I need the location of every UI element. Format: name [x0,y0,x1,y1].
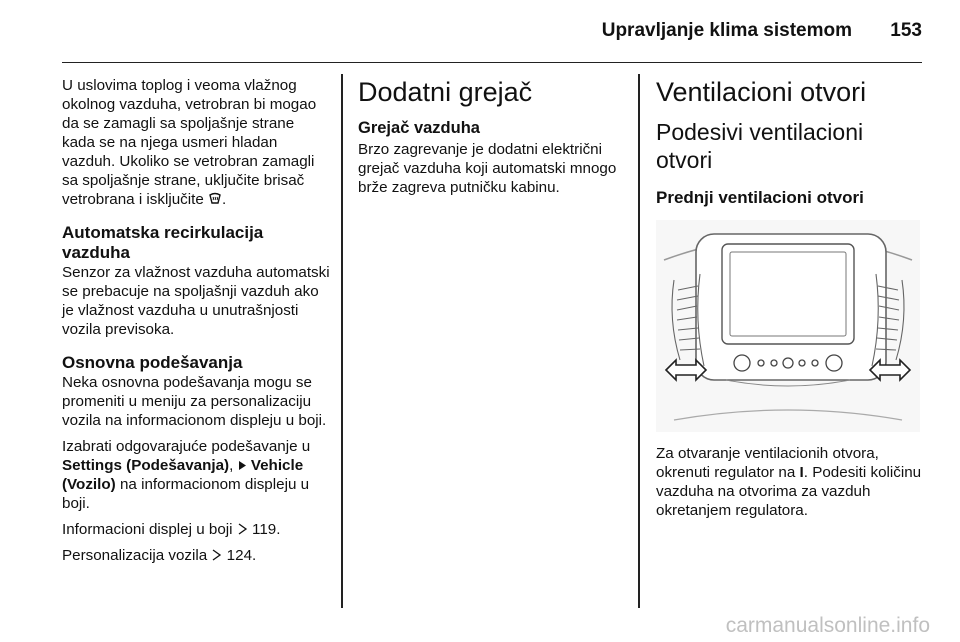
heading-basic-settings: Osnovna podešavanja [62,353,243,372]
column-divider-2 [638,74,640,608]
page-reference-icon [237,523,248,535]
reference-color-display: Informacioni displej u boji 119. [62,521,281,538]
select-paragraph: Izabrati odgovarajuće podešavanje u Settings (Podešavanja), Vehicle (Vozilo) na informacionom displeju u boji. [62,438,311,512]
column-divider-1 [341,74,343,608]
vehicle-label: Vehicle (Vozilo) [62,457,304,493]
heading-auto-recirculation: Automatska recirkulacija vazduha [62,223,264,262]
intro-text: U uslovima toplog i veoma vlažnog okolnog vazduha, vetrobran bi mogao da se zamagli sa spoljašnje strane kada se na njega usmeri hladan vazduh. Ukoliko se vetrobran zamagli sa spoljašnje strane, uključite brisač vetrobrana i isključite [62,77,317,208]
reference-vehicle-personalization: Personalizacija vozila 124. [62,547,257,564]
air-heater-paragraph: Brzo zagrevanje je dodatni električni grejač vazduha koji automatski mnogo brže zagreva putničku kabinu. [358,141,617,196]
basic-paragraph: Neka osnovna podešavanja mogu se promeniti u meniju za personalizaciju vozila na informacionom displeju u boji. [62,374,327,429]
header-title: Upravljanje klima sistemom [601,20,852,41]
vents-paragraph: Za otvaranje ventilacionih otvora, okrenuti regulator na I. Podesiti količinu vazduha na otvorima za vazduh okretanjem regulatora. [656,445,922,519]
watermark: carmanualsonline.info [725,614,930,637]
intro-paragraph [62,76,330,209]
heading-adjustable-vents: Podesivi ventilacioni otvori [656,119,864,173]
dashboard-vents-illustration [656,220,920,432]
defrost-icon [208,192,222,206]
arrow-icon [238,460,247,471]
column-2 [358,76,624,204]
intro-end: . [222,191,227,208]
heading-air-heater: Grejač vazduha [358,119,480,137]
recirc-paragraph: Senzor za vlažnost vazduha automatski se prebacuje na spoljašnji vazduh ako je vlažnost vazduha u unutrašnjosti vozila previsoka. [62,264,330,338]
heading-additional-heater: Dodatni grejač [358,77,533,107]
heading-front-vents: Prednji ventilacioni otvori [656,188,864,207]
column-1 [62,76,330,572]
page-reference-icon [211,549,222,561]
column-3 [656,76,922,527]
settings-label: Settings (Podešavanja) [62,457,230,474]
page-number: 153 [890,20,922,41]
heading-air-vents: Ventilacioni otvori [656,77,867,107]
open-symbol: I [799,464,804,481]
page-header [62,0,922,63]
